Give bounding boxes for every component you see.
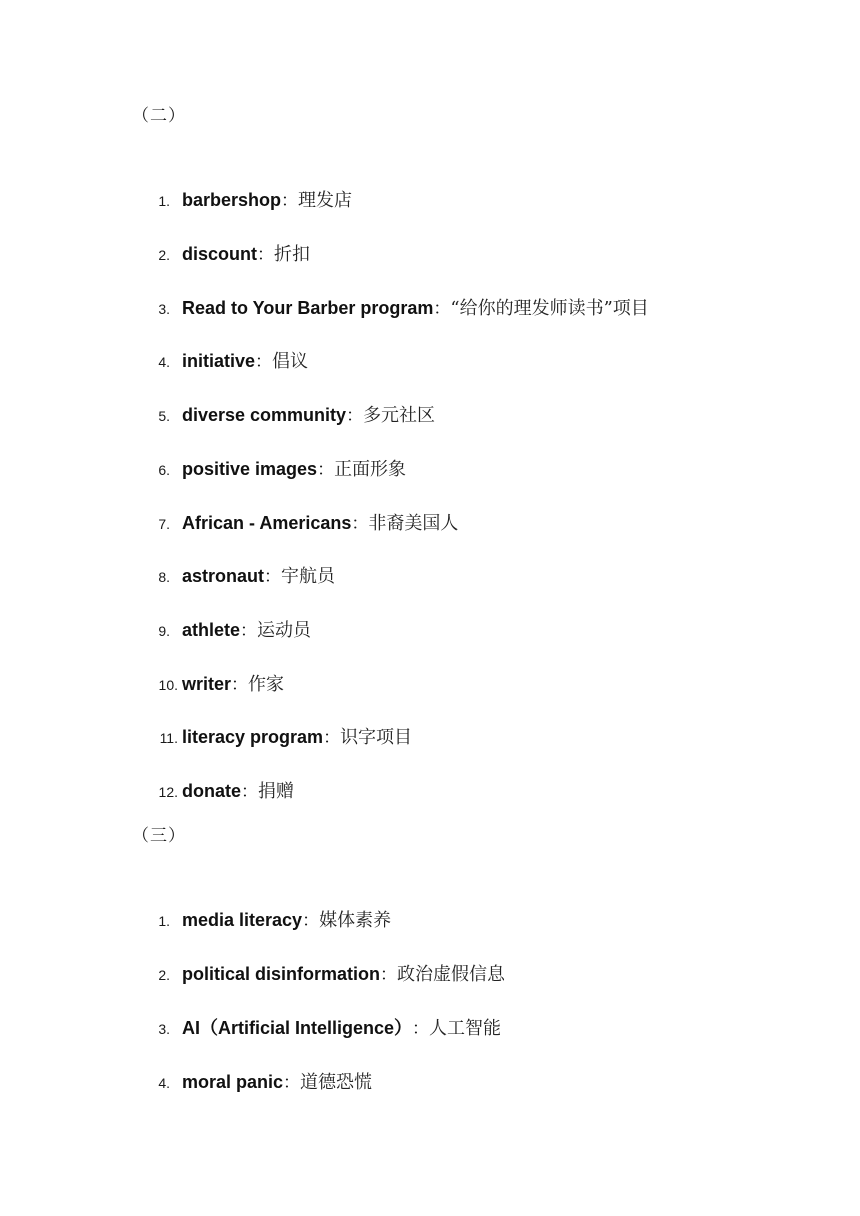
list-item [0,777,294,805]
list-item [0,723,412,751]
item-definition: 政治虚假信息 [397,964,506,985]
item-number: 11. [159,730,178,746]
item-definition: 媒体素养 [319,910,392,931]
item-term: literacy program [182,727,324,747]
item-colon: ： [240,621,258,641]
item-colon: ： [241,782,259,802]
item-colon: ： [346,406,364,426]
list-item [0,455,406,483]
item-definition: 宇航员 [281,566,336,587]
item-colon: ： [351,514,369,534]
item-colon: ： [231,675,249,695]
item-colon: ： [283,1073,301,1093]
item-number: 10. [158,677,178,693]
item-term: barbershop [182,190,282,210]
item-number: 3. [158,301,170,317]
item-term: positive images [182,459,318,479]
list-item [0,1014,501,1042]
item-colon: ： [317,460,335,480]
item-colon: ： [255,352,273,372]
list-item [0,670,284,698]
section-heading: （二） [132,106,186,126]
item-definition: 作家 [248,674,285,695]
item-definition: 正面形象 [334,459,407,480]
list-item [0,906,391,934]
item-term: athlete [182,620,241,640]
item-definition: 多元社区 [363,405,436,426]
list-item [0,401,435,429]
item-term: writer [182,674,232,694]
item-term: diverse community [182,405,347,425]
item-colon: ： [433,299,451,319]
item-colon: ： [380,965,398,985]
item-number: 2. [158,967,170,983]
item-definition: 捐赠 [258,781,295,802]
item-colon: ： [302,911,320,931]
item-definition: 非裔美国人 [368,513,459,534]
item-colon: ： [257,245,274,265]
item-number: 3. [158,1021,170,1037]
item-term: African - Americans [182,513,352,533]
item-colon: ： [264,567,282,587]
item-definition: 理发店 [298,190,353,211]
item-number: 6. [158,462,170,478]
item-term: media literacy [182,910,303,930]
item-number: 7. [158,516,170,532]
item-term: political disinformation [182,964,381,984]
section-heading: （三） [132,826,186,846]
list-item [0,347,308,375]
item-term: AI（Artificial Intelligence） [182,1018,413,1038]
item-term: Read to Your Barber program [182,298,434,318]
list-item [0,960,505,988]
list-item [0,509,458,537]
list-item [0,616,311,644]
item-definition: 折扣 [274,244,310,265]
item-definition: 人工智能 [429,1018,502,1039]
item-colon: ： [323,728,341,748]
item-definition: 倡议 [272,351,309,372]
item-number: 4. [158,1075,170,1091]
item-definition: 道德恐慌 [300,1072,373,1093]
item-number: 5. [158,408,170,424]
item-number: 4. [158,354,170,370]
item-term: initiative [182,351,256,371]
list-item [0,1068,372,1096]
list-item [0,186,352,214]
item-colon: ： [281,191,299,211]
item-term: discount [182,244,257,264]
item-number: 1. [158,193,170,209]
item-term: moral panic [182,1072,284,1092]
item-definition: 运动员 [257,620,312,641]
item-number: 9. [158,623,170,639]
list-item [0,562,335,590]
item-number: 8. [158,569,170,585]
item-colon: ： [412,1019,430,1039]
list-item [0,294,649,322]
item-term: donate [182,781,242,801]
item-number: 12. [158,784,178,800]
list-item [0,240,310,268]
item-number: 1. [158,913,170,929]
item-number: 2. [158,247,170,263]
item-definition: 识字项目 [340,727,413,748]
item-term: astronaut [182,566,265,586]
item-definition: “给你的理发师读书”项目 [450,298,649,319]
